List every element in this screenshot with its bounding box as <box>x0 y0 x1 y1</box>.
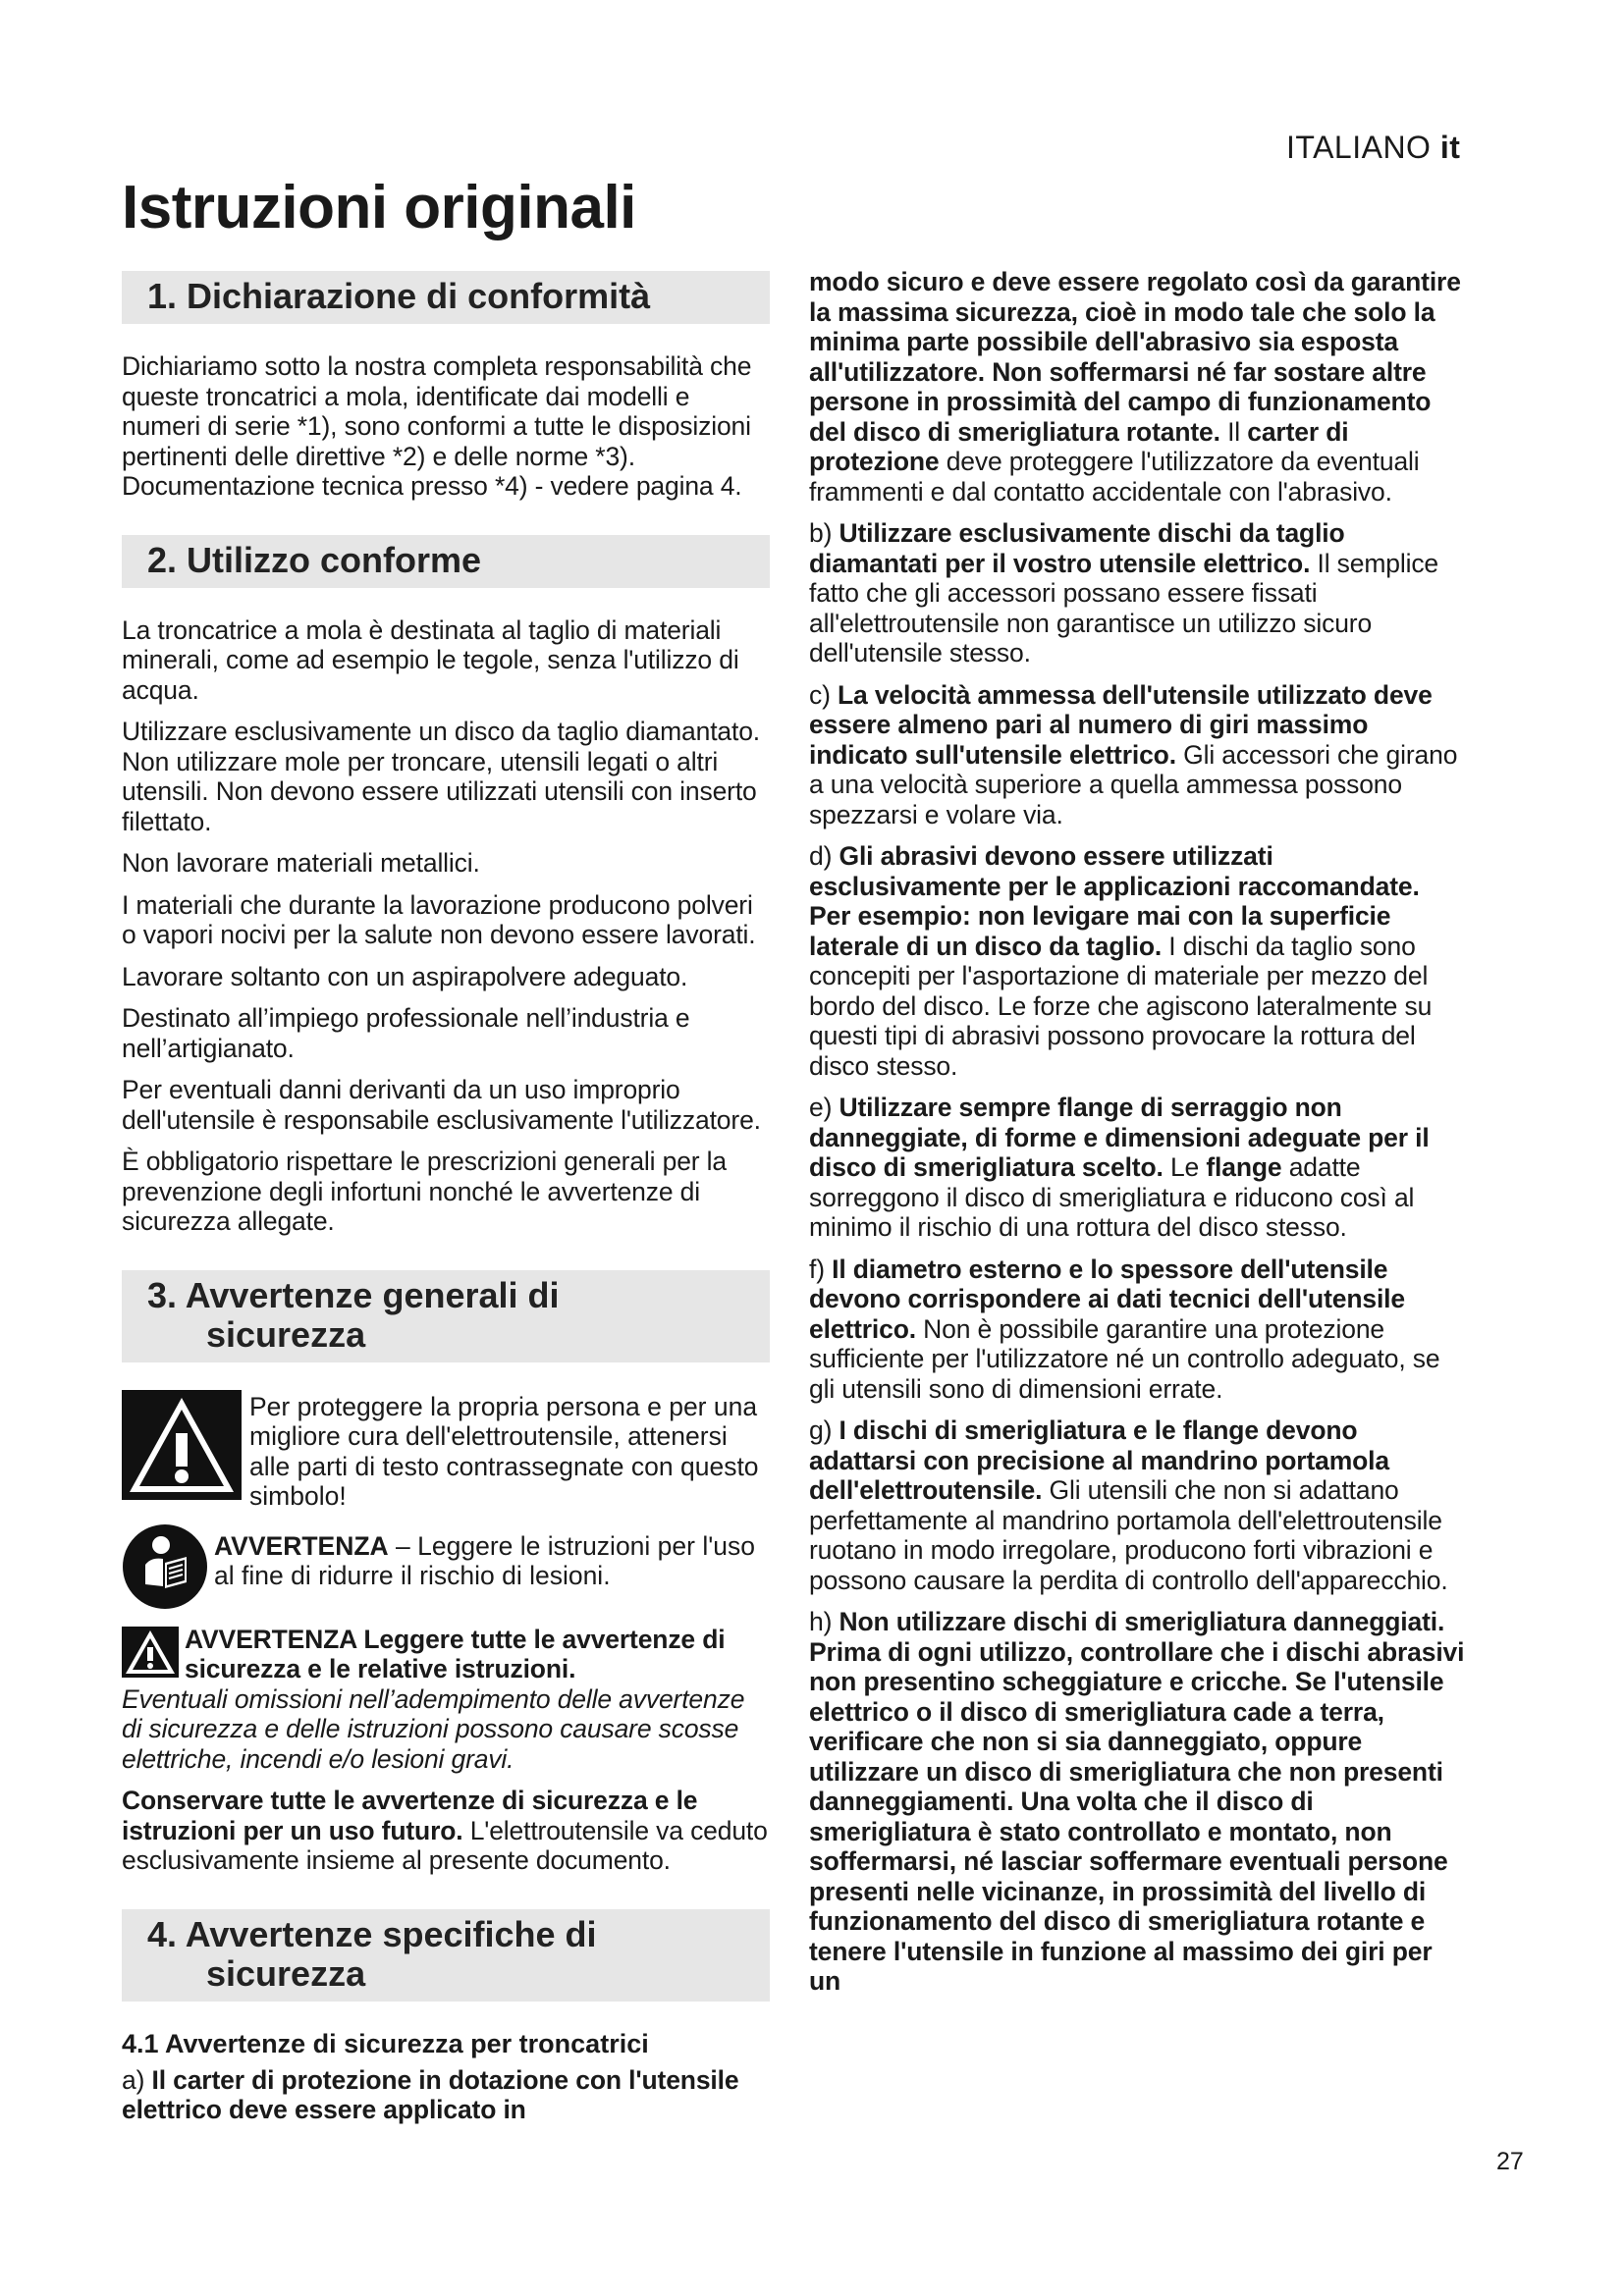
language-code: it <box>1439 130 1461 165</box>
warning-bold: AVVERTENZA Leggere tutte le avvertenze di sicurezza e le relative istruzioni. <box>185 1624 726 1683</box>
item-f-rest: Non è possibile garantire una protezione sufficiente per l'utilizzatore né un controllo adeguato, se gli utensili sono di dimensioni errate. <box>809 1313 1440 1404</box>
item-g-label: g) <box>809 1415 839 1445</box>
section-heading-4-line1: 4. Avvertenze specifiche di <box>147 1913 597 1954</box>
item-a-cont-bold2: carter di protezione <box>809 416 1349 476</box>
item-a-cont-bold: modo sicuro e deve essere regolato così da garantire la massima sicurezza, cioè in modo tale che solo la minima parte possibile dell'abrasivo sia esposta all'utilizzatore. Non soffermarsi né far sostare altre persone in prossimità del campo di funzionamento del disco di smerigliatura rotante. <box>809 267 1461 447</box>
item-e <box>809 1093 1467 1243</box>
section-heading-3-line2: sicurezza <box>206 1313 366 1355</box>
item-h <box>809 1607 1467 1997</box>
read-manual-icon <box>122 1523 208 1615</box>
item-e-mid: Le <box>1163 1152 1207 1182</box>
keep-bold: Conservare tutte le avvertenze di sicurezza e le istruzioni per un uso futuro. <box>122 1786 698 1845</box>
item-c-rest: Gli accessori che girano a una velocità superiore a quella ammessa possono spezzarsi e volare via. <box>809 739 1458 829</box>
item-g-rest: Gli utensili che non si adattano perfettamente al mandrino portamola dell'elettroutensile ruotano in modo irregolare, producono forti vibrazioni e possono causare la perdita di controllo dell'apparecchio. <box>809 1475 1448 1595</box>
page-number: 27 <box>1496 2148 1524 2175</box>
right-column <box>809 267 1467 2008</box>
language-word: ITALIANO <box>1286 130 1432 165</box>
use-paragraph: Per eventuali danni derivanti da un uso improprio dell'utensile è responsabile esclusivamente l'utilizzatore. <box>122 1075 761 1135</box>
section-heading-1: 1. Dichiarazione di conformità <box>122 271 770 324</box>
item-a-continued <box>809 267 1467 507</box>
read-manual-note <box>122 1523 770 1615</box>
section-heading-2: 2. Utilizzo conforme <box>122 535 770 588</box>
item-d-rest: I dischi da taglio sono concepiti per l'asportazione di materiale per mezzo del bordo del disco. Le forze che agiscono lateralmente su questi tipi di abrasivi possono provocare la rottura del disco stesso. <box>809 931 1433 1081</box>
item-a-label: a) <box>122 2064 152 2095</box>
keep-instructions-paragraph <box>122 1786 770 1876</box>
item-d-bold: Gli abrasivi devono essere utilizzati esclusivamente per le applicazioni raccomandate. Per esempio: non levigare mai con la superficie laterale di un disco da taglio. <box>809 841 1420 961</box>
item-c-bold: La velocità ammessa dell'utensile utilizzato deve essere almeno pari al numero di giri massimo indicato sull'utensile elettrico. <box>809 679 1433 770</box>
item-c <box>809 680 1467 830</box>
language-label <box>1286 130 1460 166</box>
read-manual-rest: – Leggere le istruzioni per l'uso al fine di ridurre il rischio di lesioni. <box>214 1530 756 1590</box>
use-paragraph: La troncatrice a mola è destinata al taglio di materiali minerali, come ad esempio le tegole, senza l'utilizzo di acqua. <box>122 614 739 705</box>
use-paragraph: Destinato all’impiego professionale nell’industria e nell’artigianato. <box>122 1003 690 1063</box>
item-a <box>122 2065 770 2125</box>
item-f-bold: Il diametro esterno e lo spessore dell'utensile devono corrispondere ai dati tecnici dell'utensile elettrico. <box>809 1254 1405 1344</box>
item-e-bold2: flange <box>1206 1152 1282 1182</box>
warning-symbol-text: Per proteggere la propria persona e per una migliore cura dell'elettroutensile, attenersi alle parti di testo contrassegnate con questo simbolo! <box>249 1391 759 1511</box>
use-paragraph: Non lavorare materiali metallici. <box>122 848 480 878</box>
item-a-cont-rest: deve proteggere l'utilizzatore da eventuali frammenti e dal contatto accidentale con l'abrasivo. <box>809 447 1420 507</box>
section-heading-4-line2: sicurezza <box>206 1952 366 1994</box>
item-f <box>809 1255 1467 1405</box>
item-b-bold: Utilizzare esclusivamente dischi da taglio diamantati per il vostro utensile elettrico. <box>809 518 1345 578</box>
use-paragraph: È obbligatorio rispettare le prescrizioni generali per la prevenzione degli infortuni nonché le avvertenze di sicurezza allegate. <box>122 1147 727 1236</box>
warning-triangle-icon <box>122 1390 242 1500</box>
conformity-paragraph: Dichiariamo sotto la nostra completa responsabilità che queste troncatrici a mola, identificate dai modelli e numeri di serie *1), sono conformi a tutte le disposizioni pertinenti delle direttive *2) e delle norme *3). Documentazione tecnica presso *4) - vedere pagina 4. <box>122 351 752 501</box>
item-e-label: e) <box>809 1093 839 1122</box>
warning-italic: Eventuali omissioni nell’adempimento delle avvertenze di sicurezza e delle istruzioni possono causare scosse elettriche, incendi e/o lesioni gravi. <box>122 1683 745 1774</box>
warning-paragraph <box>122 1625 770 1775</box>
read-manual-bold: AVVERTENZA <box>214 1530 389 1561</box>
warning-symbol-note <box>122 1390 770 1512</box>
small-warning-icon <box>122 1627 179 1684</box>
page-title: Istruzioni originali <box>122 174 636 241</box>
section-heading-4 <box>122 1909 770 2002</box>
item-d-label: d) <box>809 841 839 871</box>
section-heading-3-line1: 3. Avvertenze generali di <box>147 1274 560 1315</box>
item-d <box>809 841 1467 1081</box>
item-b-rest: Il semplice fatto che gli accessori possano essere fissati all'elettroutensile non garantisce un utilizzo sicuro dell'utensile stesso. <box>809 548 1439 667</box>
keep-rest: L'elettroutensile va ceduto esclusivamente insieme al presente documento. <box>122 1815 768 1875</box>
read-manual-text <box>214 1531 770 1591</box>
use-paragraph: Utilizzare esclusivamente un disco da taglio diamantato. Non utilizzare mole per troncare, utensili legati o altri utensili. Non devono essere utilizzati utensili con inserto filettato. <box>122 717 761 836</box>
item-h-label: h) <box>809 1607 839 1636</box>
item-e-rest: adatte sorreggono il disco di smerigliatura e riducono così al minimo il rischio di una rottura del disco stesso. <box>809 1152 1415 1242</box>
item-b-label: b) <box>809 518 839 548</box>
item-c-label: c) <box>809 679 838 710</box>
item-a-cont-mid: Il <box>1219 416 1248 447</box>
subsection-heading: 4.1 Avvertenze di sicurezza per troncatrici <box>122 2028 649 2058</box>
item-h-bold: Non utilizzare dischi di smerigliatura danneggiati. Prima di ogni utilizzo, controllare che i dischi abrasivi non presentino scheggiature e cricche. Se l'utensile elettrico o il disco di smerigliatura cade a terra, verificare che non si sia danneggiato, oppure utilizzare un disco di smerigliatura che non presenti danneggiamenti. Una volta che il disco di smerigliatura è stato controllato e montato, non soffermarsi, né lasciar soffermare eventuali persone presenti nelle vicinanze, in prossimità del livello di funzionamento del disco di smerigliatura rotante e tenere l'utensile in funzione al massimo dei giri per un <box>809 1607 1465 1996</box>
left-column <box>122 267 770 2137</box>
use-paragraph: I materiali che durante la lavorazione producono polveri o vapori nocivi per la salute non devono essere lavorati. <box>122 889 756 949</box>
item-b <box>809 518 1467 668</box>
section-heading-3 <box>122 1270 770 1362</box>
item-g-bold: I dischi di smerigliatura e le flange devono adattarsi con precisione al mandrino portamola dell'elettroutensile. <box>809 1415 1389 1505</box>
item-f-label: f) <box>809 1254 833 1284</box>
use-paragraph: Lavorare soltanto con un aspirapolvere adeguato. <box>122 961 688 991</box>
item-e-bold: Utilizzare sempre flange di serraggio non danneggiate, di forme e dimensioni adeguate per il disco di smerigliatura scelto. <box>809 1093 1430 1182</box>
item-a-bold: Il carter di protezione in dotazione con l'utensile elettrico deve essere applicato in <box>122 2064 739 2124</box>
item-g <box>809 1415 1467 1595</box>
